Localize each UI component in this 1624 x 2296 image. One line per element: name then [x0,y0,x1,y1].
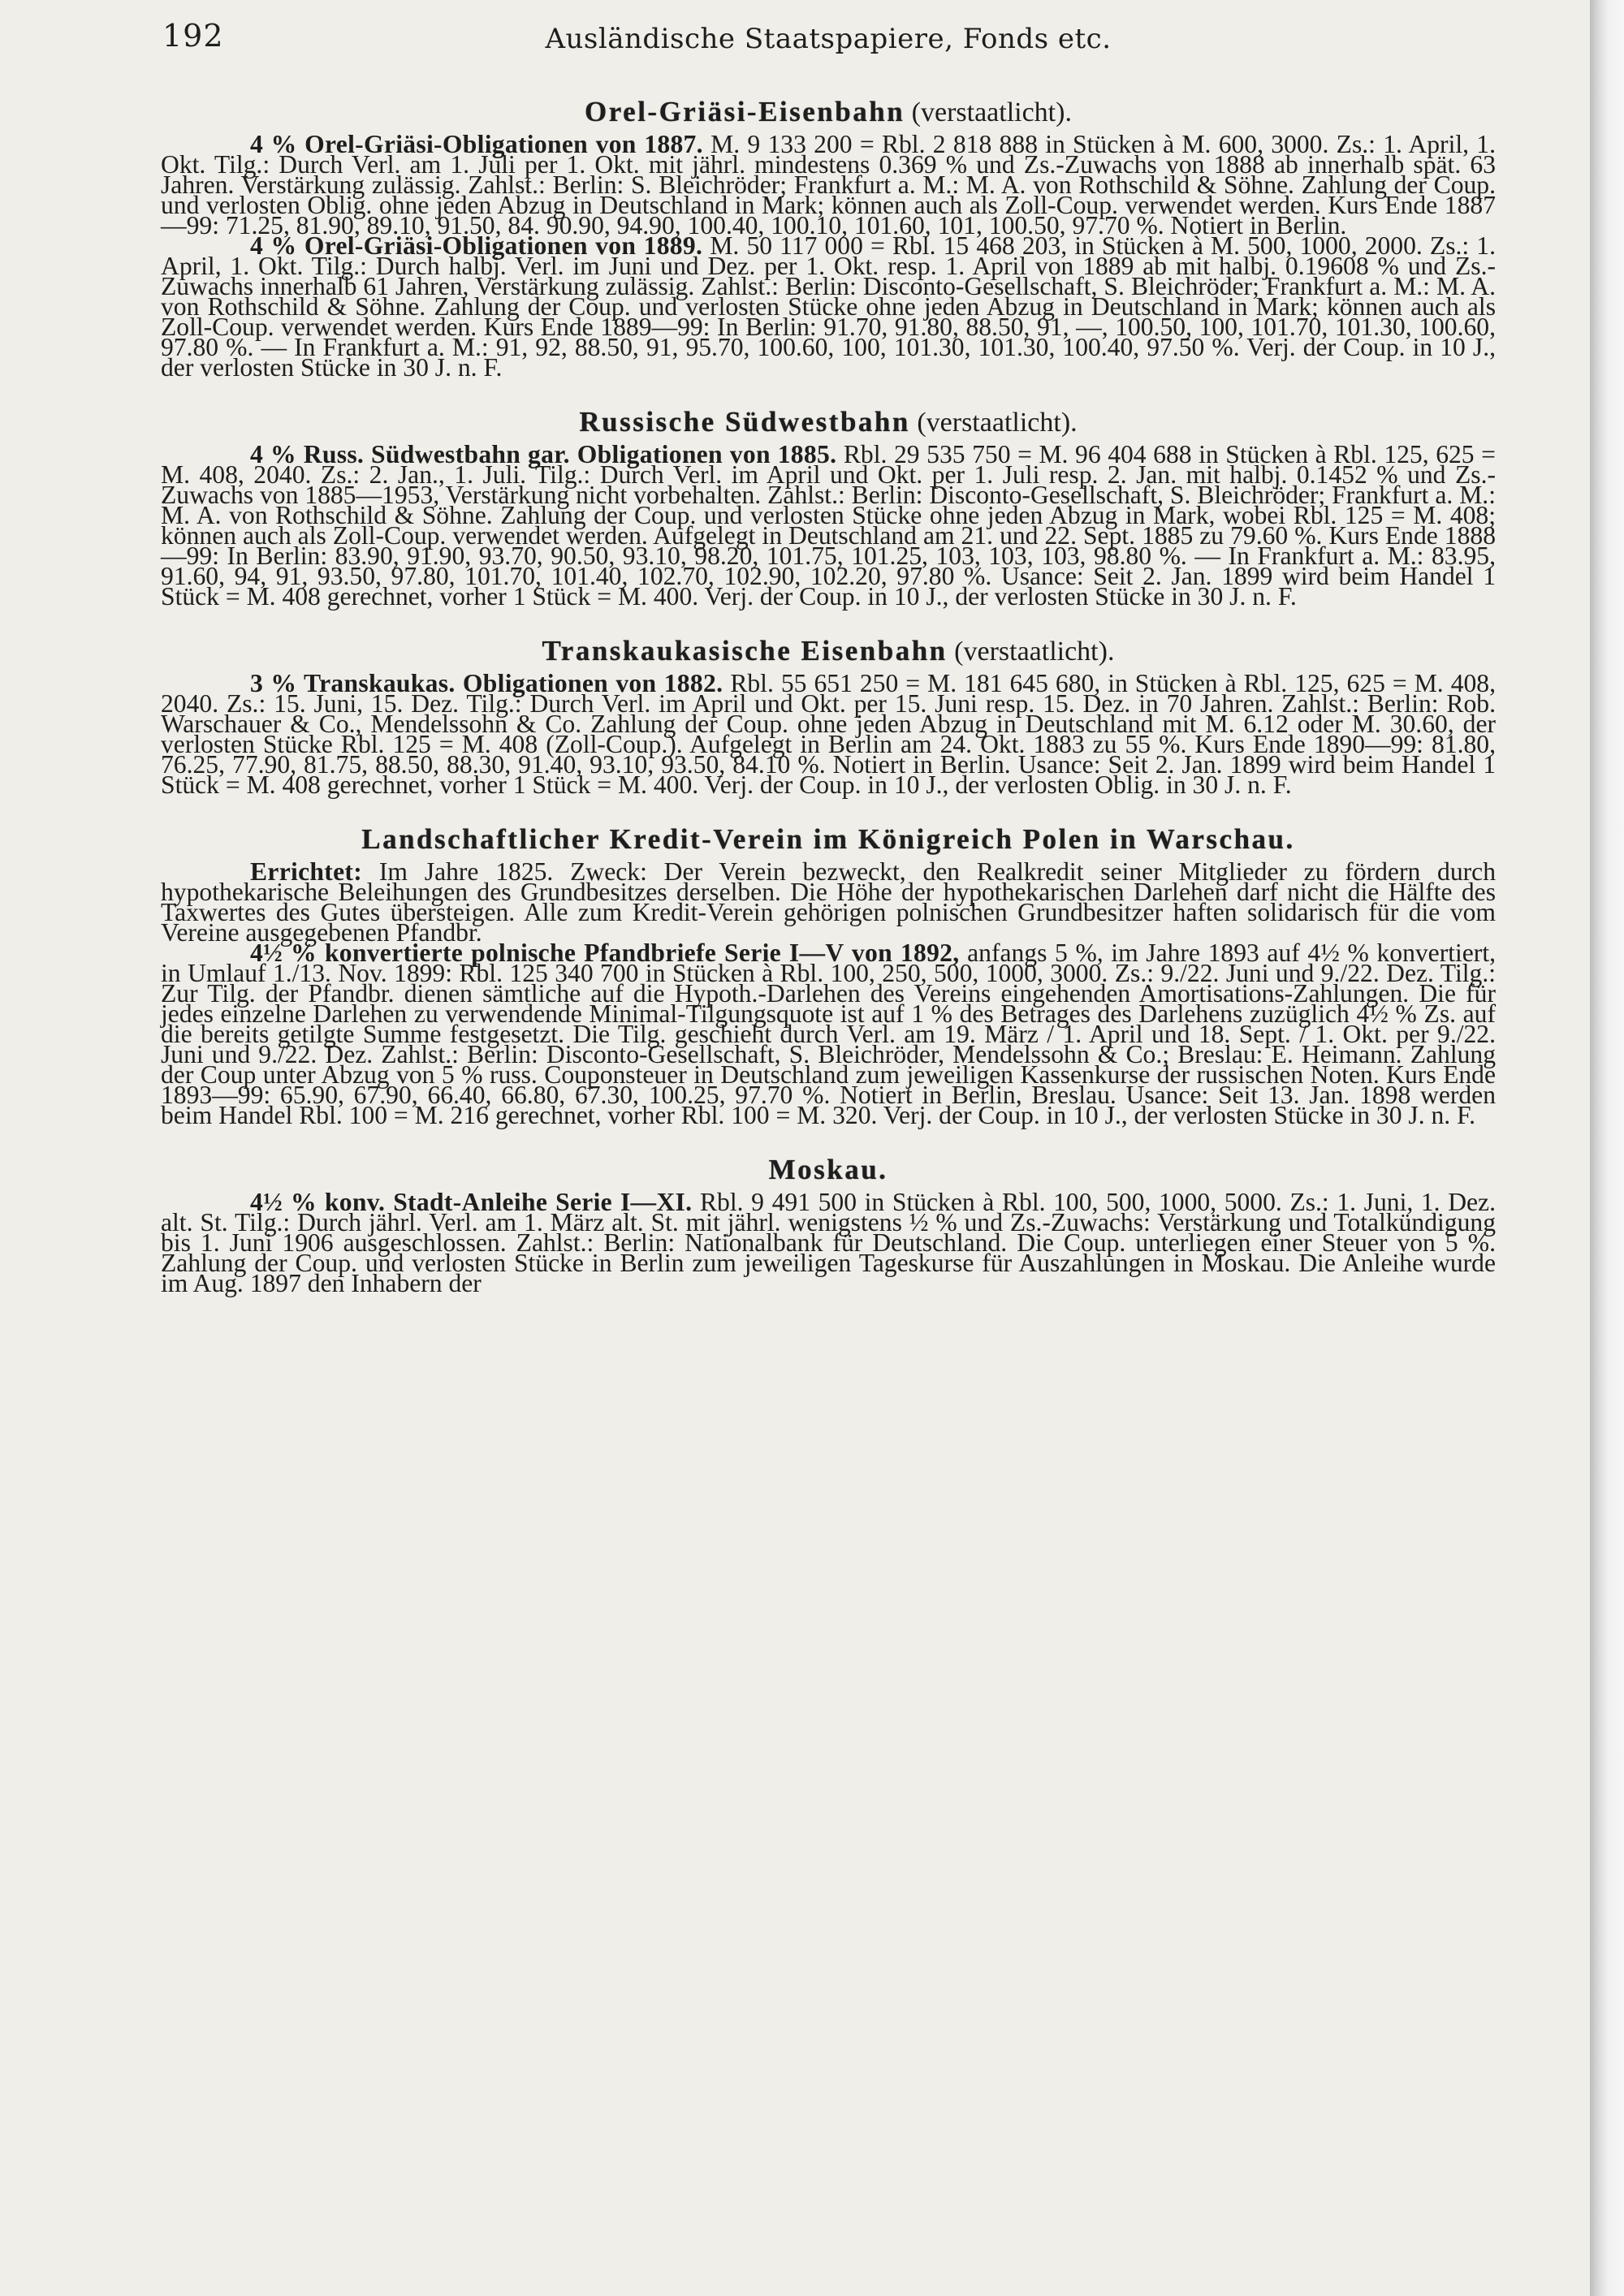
section-heading [161,1154,1496,1187]
section-title: Transkaukasische Eisenbahn [542,635,948,667]
bond-title: 4½ % konvertierte polnische Pfandbriefe Serie I—V von 1892, [250,939,960,967]
section-note: (verstaatlicht). [917,408,1078,438]
bond-entry [161,440,1496,611]
bond-text: Rbl. 55 651 250 = M. 181 645 680, in Stücken à Rbl. 125, 625 = M. 408, 2040. Zs.: 15. Juni, 15. Dez. Tilg.: Durch Verl. im April und Okt. per 15. Juni resp. 15. Dez. in 70 Jahren. Zahlst.: Berlin: Rob. Warschauer & Co., Mendelssohn & Co. Zahlung der Coup. ohne jeden Abzug in Deutschland mit M. 6.12 oder M. 30.60, der verlosten Stücke Rbl. 125 = M. 408 (Zoll-Coup.). Aufgelegt in Berlin am 24. Okt. 1883 zu 55 %. Kurs Ende 1890—99: 81.80, 76.25, 77.90, 81.75, 88.50, 88.30, 91.40, 93.10, 93.50, 84.10 %. Notiert in Berlin. Usance: Seit 2. Jan. 1899 wird beim Handel 1 Stück = M. 408 gerechnet, vorher 1 Stück = M. 400. Verj. der Coup. in 10 J., der verlosten Oblig. in 30 J. n. F. [161,669,1496,799]
intro-paragraph [161,857,1496,947]
bond-entry [161,231,1496,382]
bond-entry [161,1188,1496,1297]
bond-title: 3 % Transkaukas. Obligationen von 1882. [250,669,723,697]
section-orel-griaesi [161,96,1496,382]
page-header [162,18,1494,67]
section-title: Orel-Griäsi-Eisenbahn [585,96,905,127]
bond-entry [161,939,1496,1129]
bond-entry [161,130,1496,240]
bond-title: 4½ % konv. Stadt-Anleihe Serie I—XI. [250,1188,693,1216]
running-title: Ausländische Staatspapiere, Fonds etc. [545,23,1112,55]
bond-text: M. 9 133 200 = Rbl. 2 818 888 in Stücken à M. 600, 3000. Zs.: 1. April, 1. Okt. Tilg.: Durch Verl. am 1. Juli per 1. Okt. mit jährl. mindestens 0.369 % und Zs.-Zuwachs von 1888 ab innerhalb spät. 63 Jahren. Verstärkung zulässig. Zahlst.: Berlin: S. Bleichröder; Frankfurt a. M.: M. A. von Rothschild & Söhne. Zahlung der Coup. und verlosten Oblig. ohne jeden Abzug in Deutschland in Mark; können auch als Zoll-Coup. verwendet werden. Kurs Ende 1887—99: 71.25, 81.90, 89.10, 91.50, 84. 90.90, 94.90, 100.40, 100.10, 101.60, 101, 100.50, 97.70 %. Notiert in Berlin. [161,130,1496,240]
page-edge-shadow [1590,0,1624,2296]
page-content [161,96,1496,1322]
section-kredit-verein-warschau [161,823,1496,1129]
section-heading [161,96,1496,129]
section-title: Moskau. [768,1154,888,1185]
section-title: Russische Südwestbahn [579,406,910,438]
bond-text: M. 50 117 000 = Rbl. 15 468 203, in Stücken à M. 500, 1000, 2000. Zs.: 1. April, 1. Okt. Tilg.: Durch halbj. Verl. im Juni und Dez. per 1. Okt. resp. 1. April von 1889 ab mit halbj. 0.19608 % und Zs.-Zuwachs innerhalb 61 Jahren, Verstärkung zulässig. Zahlst.: Berlin: Disconto-Gesellschaft, S. Bleichröder; Frankfurt a. M.: M. A. von Rothschild & Söhne. Zahlung der Coup. und verlosten Stücke ohne jeden Abzug in Deutschland in Mark; können auch als Zoll-Coup. verwendet werden. Kurs Ende 1889—99: In Berlin: 91.70, 91.80, 88.50, 91, —, 100.50, 100, 101.70, 101.30, 100.60, 97.80 %. — In Frankfurt a. M.: 91, 92, 88.50, 91, 95.70, 100.60, 100, 101.30, 101.30, 100.40, 97.50 %. Verj. der Coup. in 10 J., der verlosten Stücke in 30 J. n. F. [161,231,1496,382]
section-note: (verstaatlicht). [911,97,1072,127]
bond-title: 4 % Orel-Griäsi-Obligationen von 1889. [250,231,703,260]
section-heading [161,635,1496,668]
bond-text: anfangs 5 %, im Jahre 1893 auf 4½ % konvertiert, in Umlauf 1./13. Nov. 1899: Rbl. 125 340 700 in Stücken à Rbl. 100, 250, 500, 1000, 3000. Zs.: 9./22. Juni und 9./22. Dez. Tilg.: Zur Tilg. der Pfandbr. dienen sämtliche auf die Hypoth.-Darlehen des Vereins eingehenden Amortisations-Zahlungen. Die für jedes einzelne Darlehen zu verwendende Minimal-Tilgungsquote ist auf 1 % des Betrages des Darlehens zuzüglich 4½ % Zs. auf die bereits getilgte Summe festgesetzt. Die Tilg. geschieht durch Verl. am 19. März / 1. April und 18. Sept. / 1. Okt. per 9./22. Juni und 9./22. Dez. Zahlst.: Berlin: Disconto-Gesellschaft, S. Bleichröder, Mendelssohn & Co.; Breslau: E. Heimann. Zahlung der Coup unter Abzug von 5 % russ. Couponsteuer in Deutschland zum jeweiligen Kassenkurse der russischen Noten. Kurs Ende 1893—99: 65.90, 67.90, 66.40, 66.80, 67.30, 100.25, 97.70 %. Notiert in Berlin, Breslau. Usance: Seit 13. Jan. 1898 werden beim Handel Rbl. 100 = M. 216 gerechnet, vorher Rbl. 100 = M. 320. Verj. der Coup. in 10 J., der verlosten Stücke in 30 J. n. F. [161,939,1496,1129]
section-note: (verstaatlicht). [954,637,1115,667]
bond-text: Rbl. 29 535 750 = M. 96 404 688 in Stücken à Rbl. 125, 625 = M. 408, 2040. Zs.: 2. Jan., 1. Juli. Tilg.: Durch Verl. im April und Okt. per 1. Juli resp. 2. Jan. mit halbj. 0.1452 % und Zs.-Zuwachs von 1885—1953, Verstärkung nicht vorbehalten. Zahlst.: Berlin: Disconto-Gesellschaft, S. Bleichröder; Frankfurt a. M.: M. A. von Rothschild & Söhne. Zahlung der Coup. und verlosten Stücke ohne jeden Abzug in Mark, wobei Rbl. 125 = M. 408; können auch als Zoll-Coup. verwendet werden. Aufgelegt in Deutschland am 21. und 22. Sept. 1885 zu 79.60 %. Kurs Ende 1888—99: In Berlin: 83.90, 91.90, 93.70, 90.50, 93.10, 98.20, 101.75, 101.25, 103, 103, 103, 98.80 %. — In Frankfurt a. M.: 83.95, 91.60, 94, 91, 93.50, 97.80, 101.70, 101.40, 102.70, 102.90, 102.20, 97.80 %. Usance: Seit 2. Jan. 1899 wird beim Handel 1 Stück = M. 408 gerechnet, vorher 1 Stück = M. 400. Verj. der Coup. in 10 J., der verlosten Stücke in 30 J. n. F. [161,440,1496,611]
bond-text: Rbl. 9 491 500 in Stücken à Rbl. 100, 500, 1000, 5000. Zs.: 1. Juni, 1. Dez. alt. St. Tilg.: Durch jährl. Verl. am 1. März alt. St. mit jährl. wenigstens ½ % und Zs.-Zuwachs: Verstärkung und Totalkündigung bis 1. Juni 1906 ausgeschlossen. Zahlst.: Berlin: Nationalbank für Deutschland. Die Coup. unterliegen einer Steuer von 5 %. Zahlung der Coup. und verlosten Stücke in Berlin zum jeweiligen Tageskurse für Auszahlungen in Moskau. Die Anleihe wurde im Aug. 1897 den Inhabern der [161,1188,1496,1297]
section-heading [161,406,1496,439]
page-number: 192 [162,18,224,54]
section-heading [161,823,1496,857]
bond-entry [161,669,1496,799]
intro-text: Im Jahre 1825. Zweck: Der Verein bezweckt, den Realkredit seiner Mitglieder zu fördern durch hypothekarische Beleihungen des Grundbesitzes derselben. Die Höhe der hypothekarischen Darlehen darf nicht die Hälfte des Taxwertes des Gutes übersteigen. Alle zum Kredit-Verein gehörigen polnischen Grundbesitzer haften solidarisch für die vom Vereine ausgegebenen Pfandbr. [161,857,1496,947]
section-title: Landschaftlicher Kredit-Verein im Königreich Polen in Warschau. [361,823,1295,855]
intro-label: Errichtet: [250,857,363,886]
section-transkaukasische-eisenbahn [161,635,1496,799]
section-russische-suedwestbahn [161,406,1496,611]
section-moskau [161,1154,1496,1297]
bond-title: 4 % Orel-Griäsi-Obligationen von 1887. [250,130,703,158]
bond-title: 4 % Russ. Südwestbahn gar. Obligationen von 1885. [250,440,837,468]
